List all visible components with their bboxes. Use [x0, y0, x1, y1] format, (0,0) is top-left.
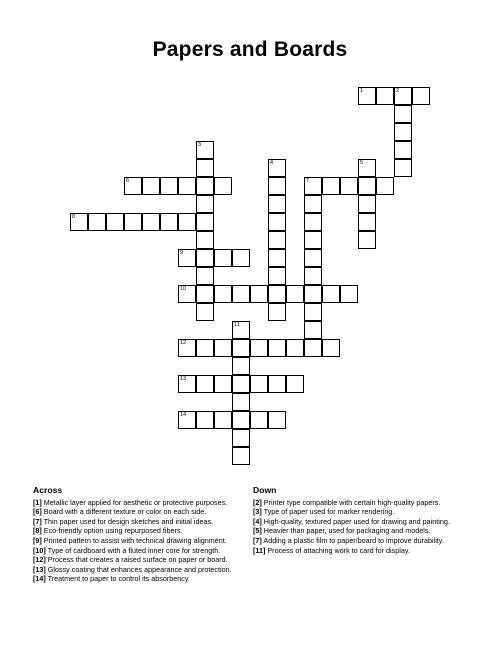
clue-number: [10] — [33, 545, 46, 555]
down-clue-list — [253, 498, 468, 556]
grid-cell[interactable] — [358, 231, 376, 249]
grid-cell[interactable] — [232, 321, 250, 339]
grid-cell[interactable] — [196, 375, 214, 393]
grid-cell[interactable] — [268, 249, 286, 267]
grid-cell[interactable] — [376, 87, 394, 105]
grid-cell[interactable] — [250, 375, 268, 393]
across-clue — [33, 517, 251, 527]
grid-cell[interactable] — [394, 105, 412, 123]
down-clue — [253, 507, 468, 517]
across-clue-list — [33, 498, 251, 584]
grid-cell[interactable] — [286, 339, 304, 357]
grid-cell[interactable] — [214, 375, 232, 393]
cell-number: 9 — [180, 250, 184, 256]
grid-cell[interactable] — [394, 159, 412, 177]
clue-number: [4] — [253, 516, 262, 526]
clue-number: [9] — [33, 535, 42, 545]
grid-cell[interactable] — [268, 267, 286, 285]
grid-cell[interactable] — [394, 141, 412, 159]
grid-cell[interactable] — [232, 357, 250, 375]
across-clue — [33, 565, 251, 575]
clue-number: [6] — [33, 507, 42, 517]
grid-cell[interactable] — [196, 339, 214, 357]
grid-cell[interactable] — [196, 213, 214, 231]
across-clue — [33, 507, 251, 517]
grid-cell[interactable] — [124, 177, 142, 195]
across-clue — [33, 574, 251, 584]
clue-number: [12] — [33, 555, 46, 565]
grid-cell[interactable] — [178, 411, 196, 429]
grid-cell[interactable] — [412, 87, 430, 105]
grid-cell[interactable] — [106, 213, 124, 231]
cell-number: 2 — [396, 88, 400, 94]
grid-cell[interactable] — [286, 285, 304, 303]
cell-number: 14 — [180, 412, 187, 418]
grid-cell[interactable] — [142, 177, 160, 195]
clue-text: Type of paper used for marker rendering. — [261, 507, 395, 517]
across-clue — [33, 498, 251, 508]
grid-cell[interactable] — [178, 285, 196, 303]
grid-cell[interactable] — [304, 303, 322, 321]
grid-cell[interactable] — [214, 177, 232, 195]
clue-text: Eco-friendly option using repurposed fibers. — [41, 526, 183, 536]
grid-cell[interactable] — [268, 177, 286, 195]
grid-cell[interactable] — [268, 285, 286, 303]
clue-text: Metallic layer applied for aesthetic or protective purposes. — [41, 497, 228, 507]
clue-text: Printed pattern to assist with technical drawing alignment. — [41, 535, 227, 545]
grid-cell[interactable] — [196, 141, 214, 159]
grid-cell[interactable] — [232, 411, 250, 429]
grid-cell[interactable] — [178, 339, 196, 357]
grid-cell[interactable] — [214, 411, 232, 429]
down-heading: Down — [253, 485, 277, 495]
cell-number: 3 — [198, 142, 202, 148]
grid-cell[interactable] — [358, 159, 376, 177]
cell-number: 10 — [180, 286, 187, 292]
down-clue — [253, 498, 468, 508]
grid-cell[interactable] — [178, 177, 196, 195]
down-clue — [253, 546, 468, 556]
grid-cell[interactable] — [358, 213, 376, 231]
grid-cell[interactable] — [196, 303, 214, 321]
grid-cell[interactable] — [142, 213, 160, 231]
clue-number: [8] — [33, 526, 42, 536]
grid-cell[interactable] — [376, 177, 394, 195]
down-clues — [253, 486, 468, 555]
grid-cell[interactable] — [268, 411, 286, 429]
grid-cell[interactable] — [358, 195, 376, 213]
grid-cell[interactable] — [232, 249, 250, 267]
grid-cell[interactable] — [232, 447, 250, 465]
grid-cell[interactable] — [250, 339, 268, 357]
grid-cell[interactable] — [340, 177, 358, 195]
grid-cell[interactable] — [196, 195, 214, 213]
cell-number: 1 — [360, 88, 364, 94]
across-clue — [33, 546, 251, 556]
grid-cell[interactable] — [88, 213, 106, 231]
grid-cell[interactable] — [178, 249, 196, 267]
grid-cell[interactable] — [268, 213, 286, 231]
grid-cell[interactable] — [196, 231, 214, 249]
cell-number: 4 — [270, 160, 274, 166]
grid-cell[interactable] — [178, 375, 196, 393]
across-clue — [33, 536, 251, 546]
grid-cell[interactable] — [196, 177, 214, 195]
grid-cell[interactable] — [358, 87, 376, 105]
across-clue — [33, 555, 251, 565]
grid-cell[interactable] — [232, 429, 250, 447]
grid-cell[interactable] — [268, 231, 286, 249]
grid-cell[interactable] — [322, 285, 340, 303]
grid-cell[interactable] — [268, 195, 286, 213]
grid-cell[interactable] — [394, 123, 412, 141]
clue-number: [7] — [253, 535, 262, 545]
clue-text: Board with a different texture or color on each side. — [41, 507, 207, 517]
cell-number: 8 — [72, 214, 76, 220]
grid-cell[interactable] — [250, 285, 268, 303]
grid-cell[interactable] — [214, 249, 232, 267]
grid-cell[interactable] — [214, 285, 232, 303]
clue-text: High-quality, textured paper used for drawing and painting. — [261, 516, 450, 526]
cell-number: 5 — [360, 160, 364, 166]
grid-cell[interactable] — [196, 411, 214, 429]
clue-number: [11] — [253, 545, 266, 555]
clue-number: [14] — [33, 574, 46, 584]
grid-cell[interactable] — [232, 339, 250, 357]
cell-number: 13 — [180, 376, 187, 382]
grid-cell[interactable] — [304, 195, 322, 213]
clue-text: Heavier than paper, used for packaging and models. — [261, 526, 431, 536]
clue-text: Process that creates a raised surface on paper or board. — [45, 555, 228, 565]
grid-cell[interactable] — [196, 249, 214, 267]
grid-cell[interactable] — [268, 375, 286, 393]
cell-number: 12 — [180, 340, 187, 346]
grid-cell[interactable] — [124, 213, 142, 231]
grid-cell[interactable] — [304, 213, 322, 231]
grid-cell[interactable] — [286, 375, 304, 393]
grid-cell[interactable] — [322, 339, 340, 357]
grid-cell[interactable] — [304, 285, 322, 303]
grid-cell[interactable] — [304, 267, 322, 285]
grid-cell[interactable] — [214, 339, 232, 357]
grid-cell[interactable] — [196, 285, 214, 303]
grid-cell[interactable] — [196, 267, 214, 285]
grid-cell[interactable] — [268, 159, 286, 177]
grid-cell[interactable] — [304, 321, 322, 339]
down-clue — [253, 517, 468, 527]
clue-number: [3] — [253, 507, 262, 517]
across-heading: Across — [33, 485, 63, 495]
grid-cell[interactable] — [178, 213, 196, 231]
down-clue — [253, 536, 468, 546]
page-title: Papers and Boards — [152, 38, 348, 61]
clue-number: [1] — [33, 497, 42, 507]
clue-text: Thin paper used for design sketches and initial ideas. — [41, 516, 214, 526]
grid-cell[interactable] — [394, 87, 412, 105]
grid-cell[interactable] — [268, 303, 286, 321]
grid-cell[interactable] — [196, 159, 214, 177]
across-clues — [33, 486, 251, 584]
grid-cell[interactable] — [340, 285, 358, 303]
grid-cell[interactable] — [250, 411, 268, 429]
grid-cell[interactable] — [232, 285, 250, 303]
clue-number: [2] — [253, 497, 262, 507]
grid-cell[interactable] — [358, 177, 376, 195]
clue-text: Glossy coating that enhances appearance and protection. — [45, 564, 232, 574]
grid-cell[interactable] — [232, 375, 250, 393]
down-clue — [253, 526, 468, 536]
grid-cell[interactable] — [232, 393, 250, 411]
cell-number: 6 — [126, 178, 130, 184]
grid-cell[interactable] — [160, 213, 178, 231]
grid-cell[interactable] — [304, 231, 322, 249]
clue-number: [7] — [33, 516, 42, 526]
grid-cell[interactable] — [304, 177, 322, 195]
clue-text: Type of cardboard with a fluted inner core for strength. — [45, 545, 221, 555]
grid-cell[interactable] — [304, 339, 322, 357]
grid-cell[interactable] — [160, 177, 178, 195]
clue-text: Treatment to paper to control its absorbency. — [45, 574, 190, 584]
clue-number: [5] — [253, 526, 262, 536]
grid-cell[interactable] — [70, 213, 88, 231]
across-clue — [33, 526, 251, 536]
clue-text: Process of attaching work to card for display. — [265, 545, 410, 555]
grid-cell[interactable] — [304, 249, 322, 267]
clue-number: [13] — [33, 564, 46, 574]
clue-text: Adding a plastic film to paper/board to improve durability. — [261, 535, 444, 545]
cell-number: 7 — [306, 178, 310, 184]
clue-text: Printer type compatible with certain high-quality papers. — [261, 497, 441, 507]
grid-cell[interactable] — [268, 339, 286, 357]
cell-number: 11 — [234, 322, 240, 328]
grid-cell[interactable] — [322, 177, 340, 195]
